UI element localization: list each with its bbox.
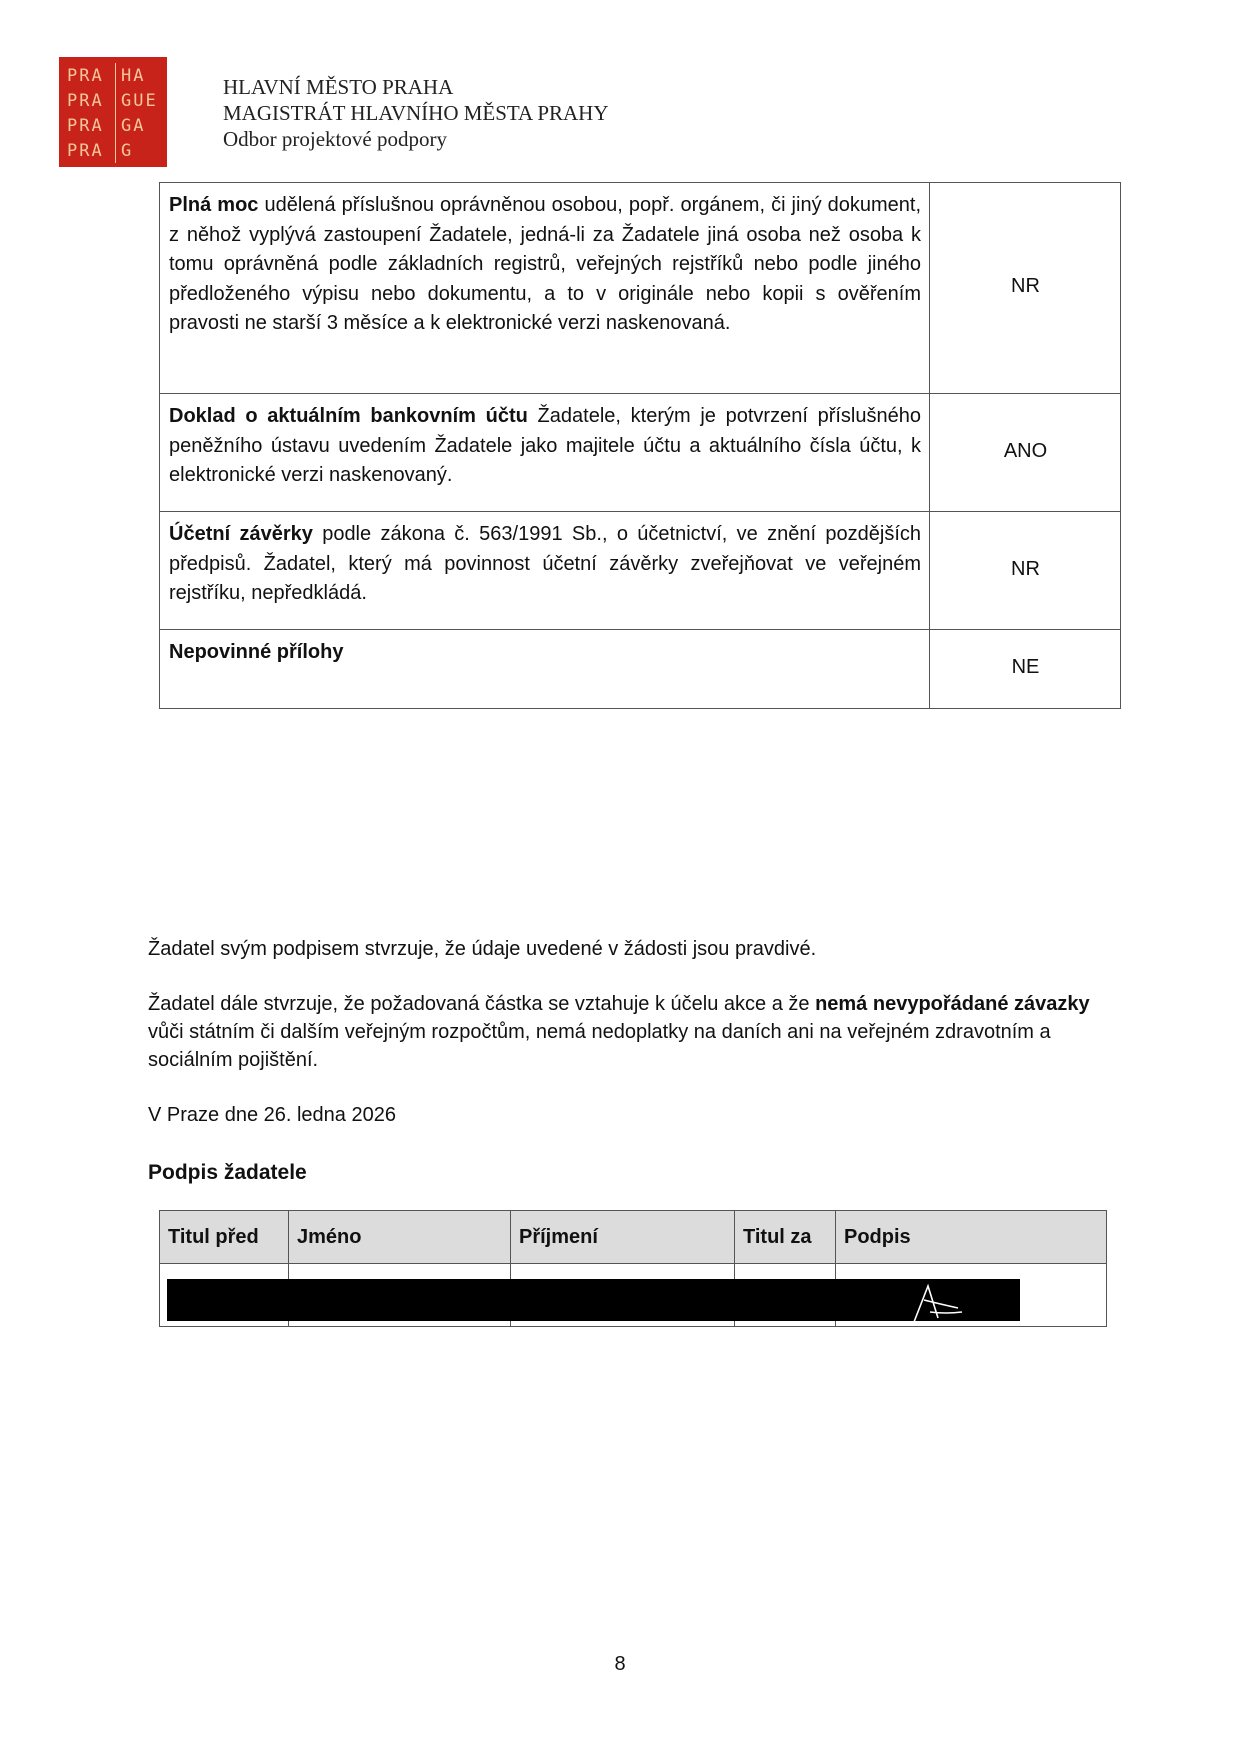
document-header: [223, 74, 609, 152]
column-header: Jméno: [289, 1211, 511, 1264]
attachment-description: [160, 512, 930, 630]
declaration-emphasis: nemá nevypořádané závazky: [815, 993, 1090, 1015]
logo-text: HA: [121, 65, 146, 86]
table-row: [160, 394, 1121, 512]
table-row: [160, 512, 1121, 630]
attachment-value: NE: [930, 630, 1121, 709]
attachment-text: podle zákona č. 563/1991 Sb., o účetnictví, ve znění pozdějších předpisů. Žadatel, který má povinnost účetní závěrky zveřejňovat ve veřejném rejstříku, nepředkládá.: [169, 523, 922, 604]
declaration-text: vůči státním či dalším veřejným rozpočtům, nemá nedoplatky na daních ani na veřejném zdravotním a sociálním pojištění.: [148, 1021, 1051, 1071]
column-header: Příjmení: [511, 1211, 735, 1264]
header-department: Odbor projektové podpory: [223, 127, 447, 151]
attachment-name: Doklad o aktuálním bankovním účtu: [169, 405, 528, 427]
praha-logo: [59, 57, 167, 167]
attachment-text: Žadatele, kterým je potvrzení příslušného peněžního ústavu uvedením Žadatele jako majitele účtu a aktuálního čísla účtu, k elektronické verzi naskenovaný.: [169, 405, 921, 486]
column-header: Titul před: [160, 1211, 289, 1264]
logo-text: GUE: [121, 90, 158, 111]
place-date: V Praze dne 26. ledna 2026: [148, 1104, 396, 1126]
attachment-value: NR: [930, 183, 1121, 394]
attachment-description: [160, 630, 930, 709]
logo-text: PRA: [67, 63, 116, 88]
redaction-bar: [167, 1279, 1020, 1321]
attachments-table: [159, 182, 1121, 709]
logo-text: PRA: [67, 138, 116, 163]
signature-title: Podpis žadatele: [148, 1161, 307, 1184]
header-city: HLAVNÍ MĚSTO PRAHA: [223, 75, 454, 99]
table-header-row: [160, 1211, 1107, 1264]
attachment-text: udělená příslušnou oprávněnou osobou, popř. orgánem, či jiný dokument, z něhož vyplývá zastoupení Žadatele, jedná-li za Žadatele jiná osoba než osoba k tomu oprávněná podle základních registrů, veřejných rejstříků nebo podle jiného předloženého výpisu nebo dokumentu, a to v originále nebo kopii s ověřením pravosti ne starší 3 měsíce a k elektronické verzi naskenovaná.: [169, 194, 921, 334]
declaration-truth: Žadatel svým podpisem stvrzuje, že údaje uvedené v žádosti jsou pravdivé.: [148, 938, 817, 960]
page-number: 8: [614, 1653, 626, 1675]
signature-scribble: [910, 1278, 970, 1324]
attachment-name: Účetní závěrky: [169, 523, 313, 545]
logo-text: G: [121, 140, 134, 161]
attachment-name: Nepovinné přílohy: [169, 641, 344, 663]
declaration-obligations: [148, 990, 1098, 1074]
attachment-description: [160, 183, 930, 394]
header-office: MAGISTRÁT HLAVNÍHO MĚSTA PRAHY: [223, 101, 609, 125]
attachment-value: ANO: [930, 394, 1121, 512]
attachment-name: Plná moc: [169, 194, 259, 216]
declaration: [148, 935, 1098, 1156]
logo-text: PRA: [67, 113, 116, 138]
logo-text: PRA: [67, 88, 116, 113]
column-header: Podpis: [836, 1211, 1107, 1264]
logo-text: GA: [121, 115, 146, 136]
column-header: Titul za: [735, 1211, 836, 1264]
attachment-description: [160, 394, 930, 512]
declaration-text: Žadatel dále stvrzuje, že požadovaná částka se vztahuje k účelu akce a že: [148, 993, 816, 1015]
attachment-value: NR: [930, 512, 1121, 630]
table-row: [160, 183, 1121, 394]
table-row: [160, 630, 1121, 709]
